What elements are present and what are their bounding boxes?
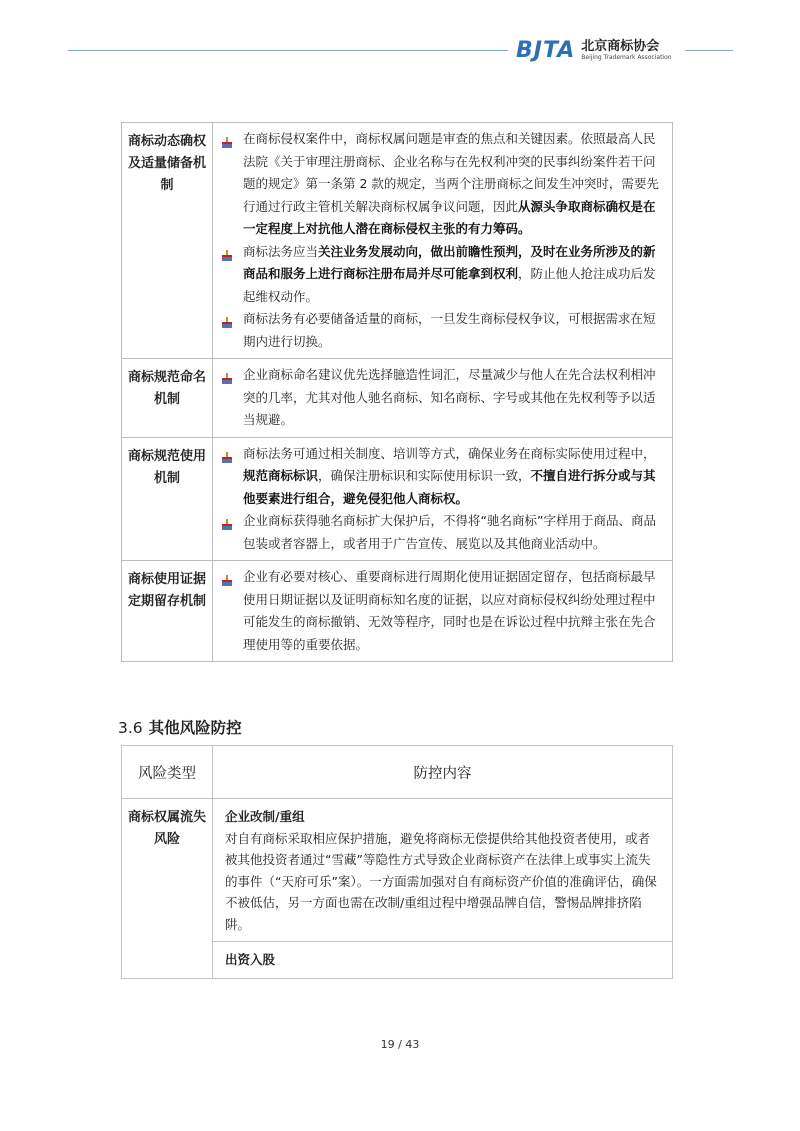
mechanism-label: 商标动态确权及适量储备机制: [122, 123, 213, 359]
table-row: [122, 437, 673, 561]
table-row: [122, 561, 673, 662]
header-control-content: 防控内容: [213, 746, 673, 799]
logo-mark: BJTA: [516, 38, 576, 63]
section-title: 其他风险防控: [148, 719, 242, 737]
bullet-flag-icon: [221, 566, 243, 656]
text-segment: 在商标侵权案件中，商标权属问题是审查的焦点和关键因素。依照最高人民法院《关于审理注册商标、企业名称与在先权利冲突的民事纠纷案件若干问题的规定》第一条第 2 款的规定，当两个注册商标之间发生冲突时，需要先行通过行政主管机关解决商标权属争议问题，因此: [243, 131, 659, 214]
org-name-en: Beijing Trademark Association: [581, 54, 672, 61]
table-row: [122, 123, 673, 359]
header-rule-right: [685, 50, 733, 51]
mechanism-content: [213, 359, 673, 438]
bullet-item: [221, 566, 664, 656]
bullet-flag-icon: [221, 241, 243, 309]
bullet-text: [243, 241, 664, 309]
risk-content-cell: [213, 799, 673, 942]
trademark-mechanism-table: [121, 122, 673, 662]
risk-label: 商标权属流失风险: [122, 799, 213, 979]
org-name-cn: 北京商标协会: [581, 39, 660, 54]
mechanism-content: [213, 437, 673, 561]
text-segment: ，防止他人抢注成功后发起维权动作。: [243, 266, 656, 304]
header-risk-type: 风险类型: [122, 746, 213, 799]
bullet-flag-icon: [221, 364, 243, 432]
mechanism-label: 商标使用证据定期留存机制: [122, 561, 213, 662]
mechanism-label: 商标规范命名机制: [122, 359, 213, 438]
bullet-flag-icon: [221, 510, 243, 555]
bullet-item: [221, 364, 664, 432]
bullet-flag-icon: [221, 128, 243, 241]
mechanism-label: 商标规范使用机制: [122, 437, 213, 561]
text-segment: 商标法务应当: [243, 243, 319, 259]
bullet-flag-icon: [221, 308, 243, 353]
section-heading: [118, 716, 242, 738]
mechanism-content: [213, 123, 673, 359]
bullet-item: [221, 308, 664, 353]
text-segment: 企业有必要对核心、重要商标进行周期化使用证据固定留存，包括商标最早使用日期证据以及证明商标知名度的证据，以应对商标侵权纠纷处理过程中可能发生的商标撤销、无效等程序，同时也是在诉讼过程中抗辩主张在先合理使用等的重要依据。: [243, 569, 656, 652]
text-segment: 商标法务可通过相关制度、培训等方式，确保业务在商标实际使用过程中，: [243, 445, 656, 461]
sub-title-restructure: 企业改制/重组: [225, 809, 305, 824]
bullet-text: [243, 443, 664, 511]
bold-text: 不擅自进行拆分或与其他要素进行组合，避免侵犯他人商标权。: [243, 468, 656, 506]
text-segment: ，确保注册标识和实际使用标识一致，: [318, 468, 531, 483]
bullet-item: [221, 128, 664, 241]
bold-text: 规范商标标识: [243, 468, 319, 483]
bullet-text: [243, 364, 664, 432]
bold-text: 关注业务发展动向，做出前瞻性预判，及时在业务所涉及的新商品和服务上进行商标注册布局并尽可能拿到权利: [243, 243, 656, 281]
header-rule-left: [68, 50, 508, 51]
mechanism-content: [213, 561, 673, 662]
bullet-text: [243, 566, 664, 656]
sub-text-restructure: 对自有商标采取相应保护措施，避免将商标无偿提供给其他投资者使用，或者被其他投资者通过“雪藏”等隐性方式导致企业商标资产在法律上或事实上流失的事件（“天府可乐”案）。一方面需加强对自有商标资产价值的准确评估，确保不被低估，另一方面也需在改制/重组过程中增强品牌自信，警惕品牌排挤陷阱。: [225, 830, 657, 932]
bullet-flag-icon: [221, 443, 243, 511]
bullet-item: [221, 443, 664, 511]
risk-content-cell-2: [213, 942, 673, 979]
bold-text: 从源头争取商标确权是在一定程度上对抗他人潜在商标侵权主张的有力筹码。: [243, 198, 656, 236]
text-segment: 企业商标命名建议优先选择臆造性词汇，尽量减少与他人在先合法权利相冲突的几率，尤其对他人驰名商标、知名商标、字号或其他在先权利等予以适当规避。: [243, 367, 656, 427]
bullet-text: [243, 510, 664, 555]
text-segment: 商标法务有必要储备适量的商标，一旦发生商标侵权争议，可根据需求在短期内进行切换。: [243, 311, 656, 349]
table-row: [122, 359, 673, 438]
sub-title-investment: 出资入股: [225, 952, 276, 968]
bullet-item: [221, 510, 664, 555]
section-number: 3.6: [118, 719, 143, 737]
bjta-logo: [516, 38, 672, 64]
bullet-text: [243, 308, 664, 353]
bullet-text: [243, 128, 664, 241]
other-risk-table: [121, 745, 673, 979]
bullet-item: [221, 241, 664, 309]
page-number: 19 / 43: [380, 1038, 420, 1051]
text-segment: 企业商标获得驰名商标扩大保护后，不得将“驰名商标”字样用于商品、商品包装或者容器上，或者用于广告宣传、展览以及其他商业活动中。: [243, 513, 656, 551]
